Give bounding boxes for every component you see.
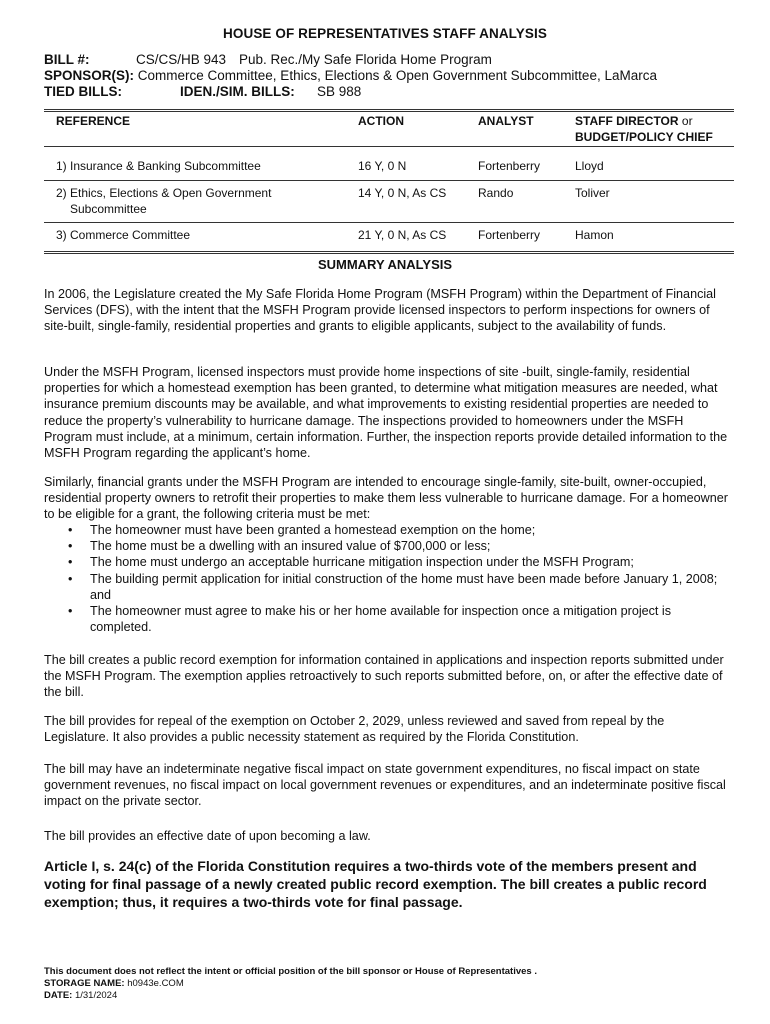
bill-label: BILL #: [44, 52, 90, 67]
summary-paragraph-6: The bill may have an indeterminate negative fiscal impact on state government expenditures, no fiscal impact on state government revenues, no fiscal impact on local government revenues or expenditures, and an indeterminate positive fiscal impact on the private sector. [44, 762, 726, 809]
sponsors-line [44, 68, 657, 83]
row1-rule [44, 180, 734, 181]
footer-storage-name [44, 978, 184, 990]
storage-label: STORAGE NAME: [44, 978, 125, 989]
col-budget-chief: BUDGET/POLICY CHIEF [575, 130, 713, 144]
col-reference: REFERENCE [56, 114, 131, 128]
tied-bills-label: TIED BILLS: [44, 84, 122, 99]
summary-paragraph-5: The bill provides for repeal of the exemption on October 2, 2029, unless reviewed and saved from repeal by the Legislature. It also provides a public necessity statement as required by the Florida Constitution. [44, 714, 665, 745]
row2-director: Toliver [575, 186, 610, 200]
date-value: 1/31/2024 [74, 990, 118, 1001]
storage-value: h0943e.COM [127, 978, 184, 989]
tied-bills-line [44, 84, 444, 99]
row2-rule [44, 222, 734, 223]
criteria-item [44, 538, 728, 554]
row3-analyst: Fortenberry [478, 228, 541, 242]
summary-paragraph-3: Similarly, financial grants under the MSFH Program are intended to encourage single-family, site-built, owner-occupied, residential property owners to retrofit their properties to make them less vulnerable to hurricane damage. For a homeowner to be eligible for a grant, the following criteria must be met: [44, 475, 728, 522]
col-action: ACTION [358, 114, 404, 128]
table-header-rule [44, 146, 734, 147]
row1-analyst: Fortenberry [478, 159, 541, 173]
row3-director: Hamon [575, 228, 614, 242]
bullet-icon: • [68, 571, 73, 586]
bullet-icon: • [68, 604, 73, 619]
criteria-text: The homeowner must agree to make his or her home available for inspection once a mitigation project is completed. [90, 604, 672, 635]
criteria-item [44, 571, 728, 603]
sponsors-label: SPONSOR(S): [44, 68, 135, 83]
two-thirds-vote-note: Article I, s. 24(c) of the Florida Constitution requires a two-thirds vote of the members present and voting for final passage of a newly created public record exemption. The bill creates a public record exemption; thus, it requires a two-thirds vote for final passage. [44, 858, 707, 910]
bill-subject: Pub. Rec./My Safe Florida Home Program [239, 52, 492, 67]
col-analyst: ANALYST [478, 114, 534, 128]
table-top-rule [44, 109, 734, 112]
row1-reference: 1) Insurance & Banking Subcommittee [56, 159, 261, 173]
criteria-text: The home must be a dwelling with an insured value of $700,000 or less; [90, 539, 491, 554]
footer-date [44, 990, 117, 1002]
row1-director: Lloyd [575, 159, 604, 173]
bill-number: CS/CS/HB 943 [136, 52, 227, 67]
col-or-label: or [681, 114, 693, 128]
document-title: HOUSE OF REPRESENTATIVES STAFF ANALYSIS [223, 26, 547, 41]
iden-sim-value: SB 988 [317, 84, 362, 99]
date-label: DATE: [44, 990, 73, 1001]
iden-sim-label: IDEN./SIM. BILLS: [180, 84, 295, 99]
bullet-icon: • [68, 555, 73, 570]
summary-paragraph-7: The bill provides an effective date of upon becoming a law. [44, 829, 371, 843]
summary-title: SUMMARY ANALYSIS [317, 257, 453, 272]
row3-reference: 3) Commerce Committee [56, 228, 191, 242]
criteria-item [44, 603, 728, 635]
reference-table [44, 114, 734, 254]
table-bottom-rule [44, 251, 734, 254]
bullet-icon: • [68, 523, 73, 537]
row2-action: 14 Y, 0 N, As CS [358, 186, 447, 200]
criteria-text: The homeowner must have been granted a homestead exemption on the home; [90, 523, 536, 537]
col-staff-director [575, 114, 693, 128]
row3-action: 21 Y, 0 N, As CS [358, 228, 447, 242]
summary-paragraph-4: The bill creates a public record exemption for information contained in applications and inspection reports submitted under the MSFH Program. The exemption applies retroactively to such reports submitted before, on, or after the effective date of the bill. [44, 653, 724, 700]
criteria-text: The building permit application for initial construction of the home must have been made before January 1, 2008; and [90, 571, 718, 602]
row1-action: 16 Y, 0 N [358, 159, 407, 173]
footer-disclaimer [44, 966, 537, 978]
summary-paragraph-1: In 2006, the Legislature created the My Safe Florida Home Program (MSFH Program) within the Department of Financial Services (DFS), with the intent that the MSFH Program provide licensed inspectors to perform inspections for owners of site-built, single-family, residential properties and grants to eligible applicants, subject to the availability of funds. [44, 287, 716, 334]
row2-reference-cont: Subcommittee [70, 202, 147, 216]
col-staff-director-label: STAFF DIRECTOR [575, 114, 679, 128]
bullet-icon: • [68, 539, 73, 554]
summary-paragraph-2: Under the MSFH Program, licensed inspectors must provide home inspections of site -built, single-family, residential properties for which a homestead exemption has been granted, to determine what mitigation measures are needed, what insurance premium discounts may be available, and what improvements to existing residential properties are needed to reduce the property’s vulnerability to hurricane damage. The inspections provided to homeowners under the MSFH Program must include, at a minimum, certain information. Further, the inspection reports provide detailed information to the MSFH Program regarding the applicant’s home. [44, 365, 728, 461]
disclaimer-text: This document does not reflect the intent or official position of the bill sponsor or House of Representatives . [44, 966, 537, 977]
criteria-item [44, 522, 728, 538]
bill-number-line [44, 52, 492, 67]
row2-analyst: Rando [478, 186, 514, 200]
row2-reference: 2) Ethics, Elections & Open Government [56, 186, 272, 200]
eligibility-criteria-list [44, 522, 728, 635]
criteria-item [44, 554, 728, 570]
criteria-text: The home must undergo an acceptable hurricane mitigation inspection under the MSFH Program; [90, 555, 634, 570]
sponsors-value: Commerce Committee, Ethics, Elections & Open Government Subcommittee, LaMarca [137, 68, 657, 83]
